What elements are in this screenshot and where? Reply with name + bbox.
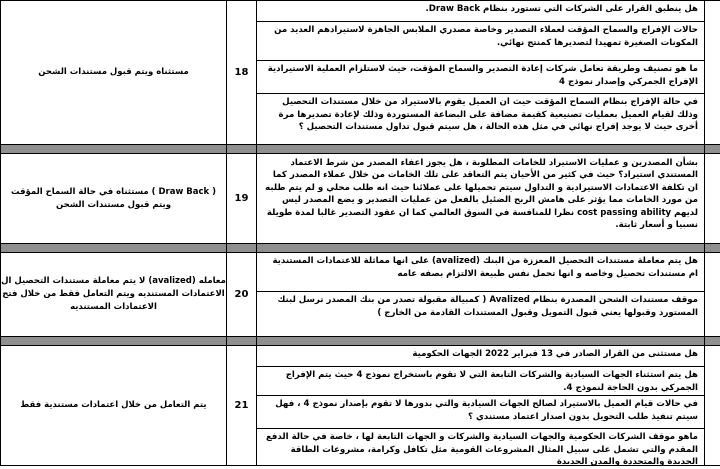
row-number: 20 xyxy=(227,253,257,337)
questions-cell xyxy=(257,346,705,466)
separator-row xyxy=(1,145,720,154)
question-item: في حالة الإفراج بنظام السماح المؤقت حيث ان العميل يقوم بالاستيراد من خلال مستندات التحصيل وذلك لقيام العميل بعمليات تصنيعية كقيمة مضافة على البضاعة المستوردة وذلك لإعادة تصديرها مرة أخرى حيث لا يوجد إفراج نهائي في مثل هذه الحالة ، هل سيتم قبول تداول مستندات التحصيل ؟ xyxy=(257,93,704,144)
answer-cell: يتم التعامل من خلال اعتمادات مستندية فقط xyxy=(1,346,227,466)
blank-cell xyxy=(705,1,720,145)
separator-row xyxy=(1,337,720,346)
question-item: هل يتم معاملة مستندات التحصيل المعززة من البنك (avalized) على انها مماثلة للاعتمادات المستندية ام مستندات تحصيل وخاصه و انها تحمل نفس طبيعة الالتزام بصفه عامه xyxy=(257,253,704,291)
table-row-20 xyxy=(1,253,720,337)
blank-cell xyxy=(705,253,720,337)
table-row-19 xyxy=(1,154,720,244)
answer-cell: لا يتم معاملة مستندات التحصيل ال (avalized) معامله الاعتمادات المستنديه ويتم التعامل فقط من خلال فتح الاعتمادات المستنديه xyxy=(1,253,227,337)
question-item: موقف مستندات الشحن المصدرة بنظام Avalized ( كمبيالة مقبولة تصدر من بنك المصدر ترسل لبنك المستورد وقبولها يعني قبول التمويل وقبول المستندات القادمة من الخارج ) xyxy=(257,291,704,336)
question-item: ماهو موقف الشركات الحكومية والجهات السيادية والشركات و الجهات التابعة لها ، خاصة في حالة الدفع المقدم والتي تشمل على سبيل المثال المشروعات القومية مثل تكافل وكرامة، مشروعات الطاقة الجديدة والمتجددة والمدن الجديدة xyxy=(257,428,704,465)
question-item: بشأن المصدرين و عمليات الاستيراد للخامات المطلوبة ، هل يجوز اعفاء المصدر من شرط الاعتماد المستندي استيراد؟ حيث في كثير من الأحيان يتم التعاقد على تلك الخامات من خلال عملاء المصدر كما ان تكلفة الاعتمادات الاستيرادية و التداول سيتم تحميلها على عملائنا حيث انه طلب محلي و لم يتم طلبه من مورد الخامات مما يؤثر على هامش الربح الضئيل بالفعل من عمليات التصدير و يضع المصدر ليس لديهم cost passing ability نظرا للمنافسة في السوق العالمي كما ان عقود التصدير غالبا لمدة طويلة نسبيا و أسعار ثابتة. xyxy=(257,155,704,243)
question-item: هل ينطبق القرار على الشركات التي تستورد بنظام Draw Back. xyxy=(257,1,704,21)
questions-cell xyxy=(257,154,705,244)
question-item: ما هو تصنيف وطريقة تعامل شركات إعادة التصدير والسماح المؤقت، حيث لاستلزام العملية الاستيرادية الإفراج الجمركي وإصدار نموذج 4 xyxy=(257,60,704,93)
table-row-18 xyxy=(1,1,720,145)
blank-cell xyxy=(705,154,720,244)
question-item: حالات الإفراج والسماح المؤقت لعملاء التصدير وخاصة مصدري الملابس الجاهزة لاستيرادهم العديد من المكونات الصغيرة تمهيدا لتصديرها كمنتج نهائي. xyxy=(257,21,704,60)
separator-row xyxy=(1,244,720,253)
answer-cell: مستثناه في حالة السماح المؤقت ( Draw Back ) ويتم قبول مستندات الشحن xyxy=(1,154,227,244)
question-item: هل مستثنى من القرار الصادر في 13 فبراير 2022 الجهات الحكومية xyxy=(257,346,704,366)
row-number: 21 xyxy=(227,346,257,466)
blank-cell xyxy=(705,346,720,466)
table-row-21 xyxy=(1,346,720,466)
answer-cell: مستثناه ويتم قبول مستندات الشحن xyxy=(1,1,227,145)
question-item: في حالات قيام العميل بالاستيراد لصالح الجهات السيادية والتي بدورها لا تقوم بإصدار نموذج 4 ، فهل سيتم تنفيذ طلب التحويل بدون اصدار اعتماد مستندي ؟ xyxy=(257,395,704,428)
questions-cell xyxy=(257,1,705,145)
row-number: 18 xyxy=(227,1,257,145)
row-number: 19 xyxy=(227,154,257,244)
question-item: هل يتم استثناء الجهات السيادية والشركات التابعة التي لا تقوم باستخراج نموذج 4 حيث يتم الإفراج الجمركي بدون الحاجة لنموذج 4. xyxy=(257,366,704,395)
questions-cell xyxy=(257,253,705,337)
